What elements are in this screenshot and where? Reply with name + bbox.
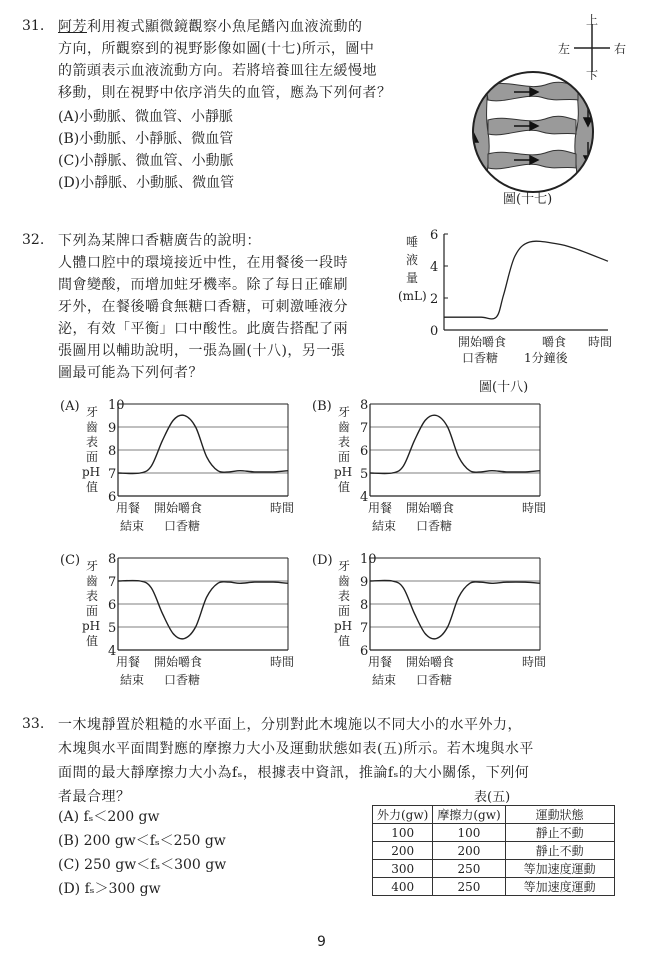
q32-line-2: 人體口腔中的環境接近中性，在用餐後一段時 — [58, 255, 348, 271]
saliva-xlabel-1a: 開始嚼食 — [458, 335, 507, 349]
ph-series-line — [370, 580, 540, 638]
ph-ylabel-char: 牙 — [86, 559, 99, 573]
q31-option-d[interactable]: (D)小靜脈、小動脈、微血管 — [58, 175, 235, 191]
q33-option-c[interactable]: (C) 250 gw＜fₛ＜300 gw — [58, 857, 227, 873]
ytick-label: 9 — [360, 575, 369, 590]
saliva-series-line — [444, 241, 608, 319]
ph-ylabel-char: 牙 — [86, 405, 99, 419]
compass-left: 左 — [558, 42, 571, 56]
table-cell: 400 — [373, 878, 433, 896]
compass-right: 右 — [614, 42, 627, 56]
option-label: (C) — [60, 553, 81, 568]
saliva-chart — [396, 222, 624, 378]
saliva-xlabel-1b: 口香糖 — [462, 351, 499, 365]
compass-down: 下 — [586, 69, 599, 80]
ph-ylabel-char: 表 — [86, 435, 99, 449]
q33-option-a[interactable]: (A) fₛ＜200 gw — [58, 809, 160, 825]
ph-ylabel-char: pH — [334, 619, 353, 633]
table-cell: 200 — [373, 842, 433, 860]
ph-xlabel: 結束 — [120, 519, 145, 533]
table-cell: 100 — [373, 824, 433, 842]
q33-number: 33. — [22, 716, 45, 732]
page-number: 9 — [317, 934, 326, 950]
ph-xlabel: 用餐 — [116, 655, 141, 669]
table-cell: 250 — [433, 860, 505, 878]
ph-xlabel: 時間 — [522, 655, 547, 669]
ph-xlabel: 開始嚼食 — [406, 501, 455, 515]
table-cell: 靜止不動 — [505, 824, 614, 842]
ph-ylabel-char: 表 — [338, 589, 351, 603]
ytick-label: 5 — [360, 467, 369, 482]
ph-series-line — [370, 415, 540, 473]
ytick-label: 6 — [360, 644, 369, 659]
ph-xlabel: 開始嚼食 — [406, 655, 455, 669]
q32-number: 32. — [22, 232, 45, 248]
figure-17-caption: 圖(十七) — [503, 192, 553, 207]
ph-xlabel: 結束 — [372, 673, 397, 687]
saliva-ylabel-3: 量 — [406, 271, 419, 285]
saliva-xlabel-2a: 嚼食 — [542, 335, 567, 349]
q31-line-1-text: 利用複式顯微鏡觀察小魚尾鰭內血液流動的 — [87, 19, 363, 35]
ph-ylabel-char: 面 — [338, 450, 351, 464]
option-label: (B) — [312, 399, 332, 414]
ph-series-line — [118, 415, 288, 473]
ytick-label: 7 — [360, 621, 369, 636]
ph-ylabel-char: 值 — [338, 634, 351, 648]
ph-ylabel-char: pH — [82, 619, 101, 633]
ytick-label: 8 — [108, 552, 117, 567]
table-cell: 等加速度運動 — [505, 860, 614, 878]
q31-option-b[interactable]: (B)小動脈、小靜脈、微血管 — [58, 131, 234, 147]
ph-ylabel-char: 齒 — [86, 574, 99, 588]
ph-xlabel: 時間 — [270, 655, 295, 669]
ph-ylabel-char: 表 — [86, 589, 99, 603]
friction-table — [372, 805, 615, 896]
table-row — [373, 842, 615, 860]
q33-line-2: 木塊與水平面間對應的摩擦力大小及運動狀態如表(五)所示。若木塊與水平 — [58, 741, 534, 757]
ph-chart-c[interactable] — [60, 550, 300, 700]
ph-ylabel-char: 表 — [338, 435, 351, 449]
q32-line-3: 間會變酸，而增加蛀牙機率。除了每日正確刷 — [58, 277, 348, 293]
saliva-ylabel-4: (mL) — [398, 289, 427, 303]
ph-xlabel: 結束 — [372, 519, 397, 533]
ytick-label: 7 — [108, 467, 117, 482]
q32-line-6: 張圖用以輔助說明，一張為圖(十八)，另一張 — [58, 343, 346, 359]
q31-name: 阿芳 — [58, 19, 87, 35]
ytick-label: 8 — [360, 598, 369, 613]
ph-xlabel: 用餐 — [368, 501, 393, 515]
saliva-ytick-label: 0 — [430, 324, 439, 339]
ph-ylabel-char: 值 — [86, 634, 99, 648]
table-cell: 等加速度運動 — [505, 878, 614, 896]
table-row — [373, 878, 615, 896]
compass-up: 上 — [586, 14, 599, 27]
q31-option-a[interactable]: (A)小動脈、微血管、小靜脈 — [58, 109, 234, 125]
ph-xlabel: 開始嚼食 — [154, 501, 203, 515]
ph-xlabel: 口香糖 — [164, 519, 201, 533]
ytick-label: 8 — [360, 398, 369, 413]
ytick-label: 7 — [108, 575, 117, 590]
ph-ylabel-char: pH — [334, 465, 353, 479]
ph-chart-d[interactable] — [312, 550, 552, 700]
q33-line-3: 面間的最大靜摩擦力大小為fₛ，根據表中資訊，推論fₛ的大小關係，下列何 — [58, 765, 530, 781]
ph-chart-b[interactable] — [312, 396, 552, 546]
figure-18-caption: 圖(十八) — [479, 380, 529, 395]
ph-series-line — [118, 581, 288, 639]
q32-line-1: 下列為某牌口香糖廣告的說明： — [58, 233, 261, 249]
q33-option-d[interactable]: (D) fₛ＞300 gw — [58, 881, 161, 897]
microscope-view-figure — [448, 70, 618, 196]
q32-line-7: 圖最可能為下列何者？ — [58, 365, 203, 381]
ytick-label: 10 — [108, 398, 125, 413]
q31-number: 31. — [22, 18, 45, 34]
q33-line-4: 者最合理？ — [58, 789, 131, 805]
ph-ylabel-char: 面 — [86, 604, 99, 618]
table-cell: 200 — [433, 842, 505, 860]
table-header: 外力(gw) — [373, 806, 433, 824]
ytick-label: 5 — [108, 621, 117, 636]
q31-line-2: 方向，所觀察到的視野影像如圖(十七)所示，圖中 — [58, 41, 375, 57]
q33-line-1: 一木塊靜置於粗糙的水平面上，分別對此木塊施以不同大小的水平外力， — [58, 717, 522, 733]
ph-xlabel: 口香糖 — [416, 673, 453, 687]
ph-ylabel-char: 值 — [86, 480, 99, 494]
table-cell: 100 — [433, 824, 505, 842]
ph-ylabel-char: 面 — [86, 450, 99, 464]
ytick-label: 4 — [108, 644, 117, 659]
q31-option-c[interactable]: (C)小靜脈、微血管、小動脈 — [58, 153, 234, 169]
table-row — [373, 824, 615, 842]
ph-chart-a[interactable] — [60, 396, 300, 546]
ytick-label: 6 — [360, 444, 369, 459]
ph-xlabel: 結束 — [120, 673, 145, 687]
ph-xlabel: 口香糖 — [164, 673, 201, 687]
saliva-ylabel-1: 唾 — [406, 235, 419, 249]
saliva-ytick-label: 2 — [430, 292, 439, 307]
q31-line-4: 移動，則在視野中依序消失的血管，應為下列何者？ — [58, 85, 392, 101]
ph-ylabel-char: 齒 — [338, 420, 351, 434]
ytick-label: 4 — [360, 490, 369, 505]
right-vessel — [575, 70, 602, 196]
ph-ylabel-char: pH — [82, 465, 101, 479]
ph-ylabel-char: 牙 — [338, 559, 351, 573]
table-row — [373, 860, 615, 878]
table-cell: 靜止不動 — [505, 842, 614, 860]
option-label: (A) — [60, 399, 80, 414]
q33-option-b[interactable]: (B) 200 gw＜fₛ＜250 gw — [58, 833, 226, 849]
ph-ylabel-char: 面 — [338, 604, 351, 618]
option-label: (D) — [312, 553, 333, 568]
ph-xlabel: 口香糖 — [416, 519, 453, 533]
ph-ylabel-char: 牙 — [338, 405, 351, 419]
saliva-ytick-label: 4 — [430, 260, 439, 275]
ph-xlabel: 開始嚼食 — [154, 655, 203, 669]
ytick-label: 10 — [360, 552, 377, 567]
saliva-xlabel-3: 時間 — [588, 335, 613, 349]
ph-xlabel: 用餐 — [116, 501, 141, 515]
ph-xlabel: 用餐 — [368, 655, 393, 669]
ytick-label: 7 — [360, 421, 369, 436]
table-cell: 250 — [433, 878, 505, 896]
ph-ylabel-char: 齒 — [86, 420, 99, 434]
saliva-ylabel-2: 液 — [406, 253, 419, 267]
saliva-ytick-label: 6 — [430, 228, 439, 243]
table-5-caption: 表(五) — [474, 790, 511, 805]
saliva-ylabel — [398, 235, 427, 303]
table-header-row — [373, 806, 615, 824]
ph-ylabel-char: 齒 — [338, 574, 351, 588]
table-cell: 300 — [373, 860, 433, 878]
ytick-label: 8 — [108, 444, 117, 459]
ph-xlabel: 時間 — [522, 501, 547, 515]
table-header: 運動狀態 — [505, 806, 614, 824]
table-header: 摩擦力(gw) — [433, 806, 505, 824]
ph-xlabel: 時間 — [270, 501, 295, 515]
q31-line-3: 的箭頭表示血液流動方向。若將培養皿往左緩慢地 — [58, 63, 377, 79]
ytick-label: 9 — [108, 421, 117, 436]
ytick-label: 6 — [108, 598, 117, 613]
q31-line-1 — [58, 16, 363, 38]
q32-line-4: 牙外，在餐後嚼食無糖口香糖，可刺激唾液分 — [58, 299, 348, 315]
saliva-xlabel-2b: 1分鐘後 — [524, 351, 568, 365]
q32-line-5: 泌，有效「平衡」口中酸性。此廣告搭配了兩 — [58, 321, 348, 337]
ph-ylabel-char: 值 — [338, 480, 351, 494]
ytick-label: 6 — [108, 490, 117, 505]
